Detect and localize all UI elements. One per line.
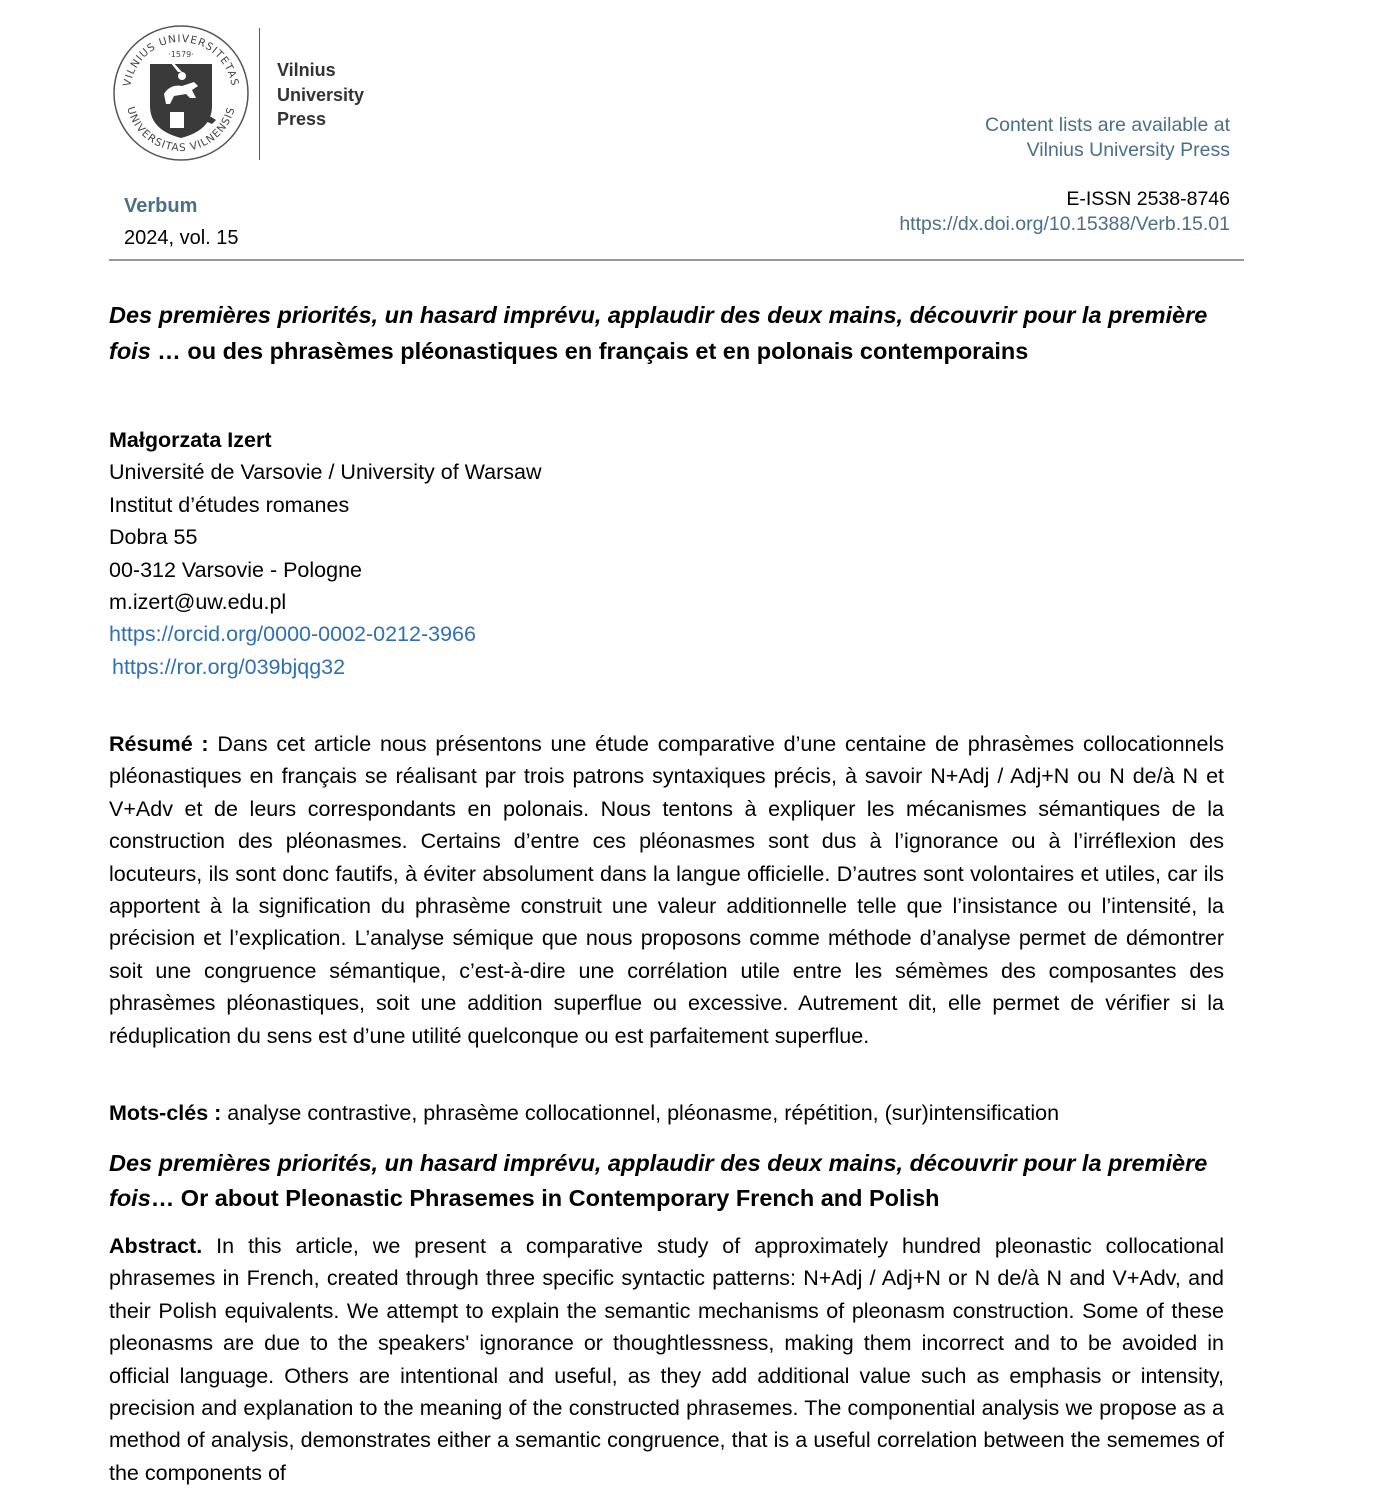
abstract-paragraph [109,1230,1224,1489]
author-block [109,424,542,683]
journal-name: Verbum [124,195,198,217]
resume-label: Résumé : [109,732,209,756]
issn: E-ISSN 2538-8746 [1066,188,1230,210]
resume-text: Dans cet article nous présentons une étude comparative d’une centaine de phrasèmes collocationnels pléonastiques en français se réalisant par trois patrons syntaxiques précis, à savoir N+Adj / Adj+N ou N de/à N et V+Adv et de leurs correspondants en polonais. Nous tentons à expliquer les mécanismes sémantiques de la construction des pléonasmes. Certains d’entre ces pléonasmes sont dus à l’ignorance ou à l’irréflexion des locuteurs, ils sont donc fautifs, à éviter absolument dans la langue officielle. D’autres sont volontaires et utiles, car ils apportent à la signification du phrasème construit une valeur additionnelle telle que l’insistance ou l’intensité, la précision et l’explication. L’analyse sémique que nous proposons comme méthode d’analyse permet de démontrer soit une congruence sémantique, c’est-à-dire une corrélation utile entre les sémèmes des composantes des phrasèmes pléonastiques, soit une addition superflue ou excessive. Autrement dit, elle permet de vérifier si la réduplication du sens est d’une utilité quelconque ou est parfaitement superflue. [109,732,1224,1048]
article-title-en-italic: Des premières priorités, un hasard imprévu, applaudir des deux mains, découvrir pour la première fois [109,1150,1208,1211]
content-lists-line-2[interactable]: Vilnius University Press [1026,139,1230,161]
journal-volume: 2024, vol. 15 [124,227,239,249]
press-line-2: University [277,84,365,105]
ror-link[interactable]: https://ror.org/039bjqg32 [112,654,346,679]
svg-text:UNIVERSITAS VILNENSIS: UNIVERSITAS VILNENSIS [124,105,238,155]
article-title-fr [109,298,1229,369]
author-affiliation-1: Université de Varsovie / University of Warsaw [109,460,542,485]
abstract-text: In this article, we present a comparative study of approximately hundred pleonastic collocational phrasemes in French, created through three specific syntactic patterns: N+Adj / Adj+N or N de/à N and V+Adv, and their Polish equivalents. We attempt to explain the semantic mechanisms of pleonasm construction. Some of these pleonasms are due to the speakers' ignorance or thoughtlessness, making them incorrect and to be avoided in official language. Others are intentional and useful, as they add additional value such as emphasis or intensity, precision and explanation to the meaning of the constructed phrasemes. The componential analysis we propose as a method of analysis, demonstrates either a semantic congruence, that is a useful correlation between the sememes of the components of [109,1234,1224,1485]
press-line-1: Vilnius [277,60,336,80]
header-horizontal-rule [109,259,1244,261]
press-line-3: Press [277,109,327,129]
content-lists-notice [985,113,1230,163]
article-title-en-rest: … Or about Pleonastic Phrasemes in Contemporary French and Polish [150,1184,940,1211]
author-city: 00-312 Varsovie - Pologne [109,557,362,582]
abstract-label: Abstract. [109,1234,203,1258]
university-seal-logo [112,24,250,162]
keywords-fr [109,1098,1059,1128]
header-vertical-divider [259,28,260,160]
author-email[interactable]: m.izert@uw.edu.pl [109,590,287,615]
content-lists-line-1: Content lists are available at [985,114,1230,136]
doi-link[interactable]: https://dx.doi.org/10.15388/Verb.15.01 [899,213,1230,235]
author-name: Małgorzata Izert [109,428,272,452]
press-name [277,58,364,132]
svg-text:VILNIUS UNIVERSITETAS: VILNIUS UNIVERSITETAS [121,32,241,88]
keywords-fr-label: Mots-clés : [109,1101,222,1125]
article-title-fr-italic: Des premières priorités, un hasard imprévu, applaudir des deux mains, découvrir pour la première fois [109,302,1208,364]
article-title-fr-rest: … ou des phrasèmes pléonastiques en français et en polonais contemporains [150,337,1029,364]
resume-paragraph [109,728,1224,1052]
article-title-en [109,1146,1229,1215]
author-affiliation-2: Institut d’études romanes [109,492,350,517]
keywords-fr-text: analyse contrastive, phrasème collocationnel, pléonasme, répétition, (sur)intensification [221,1101,1060,1125]
orcid-link[interactable]: https://orcid.org/0000-0002-0212-3966 [109,622,476,647]
author-street: Dobra 55 [109,525,198,550]
svg-text:·1579·: ·1579· [168,50,194,59]
